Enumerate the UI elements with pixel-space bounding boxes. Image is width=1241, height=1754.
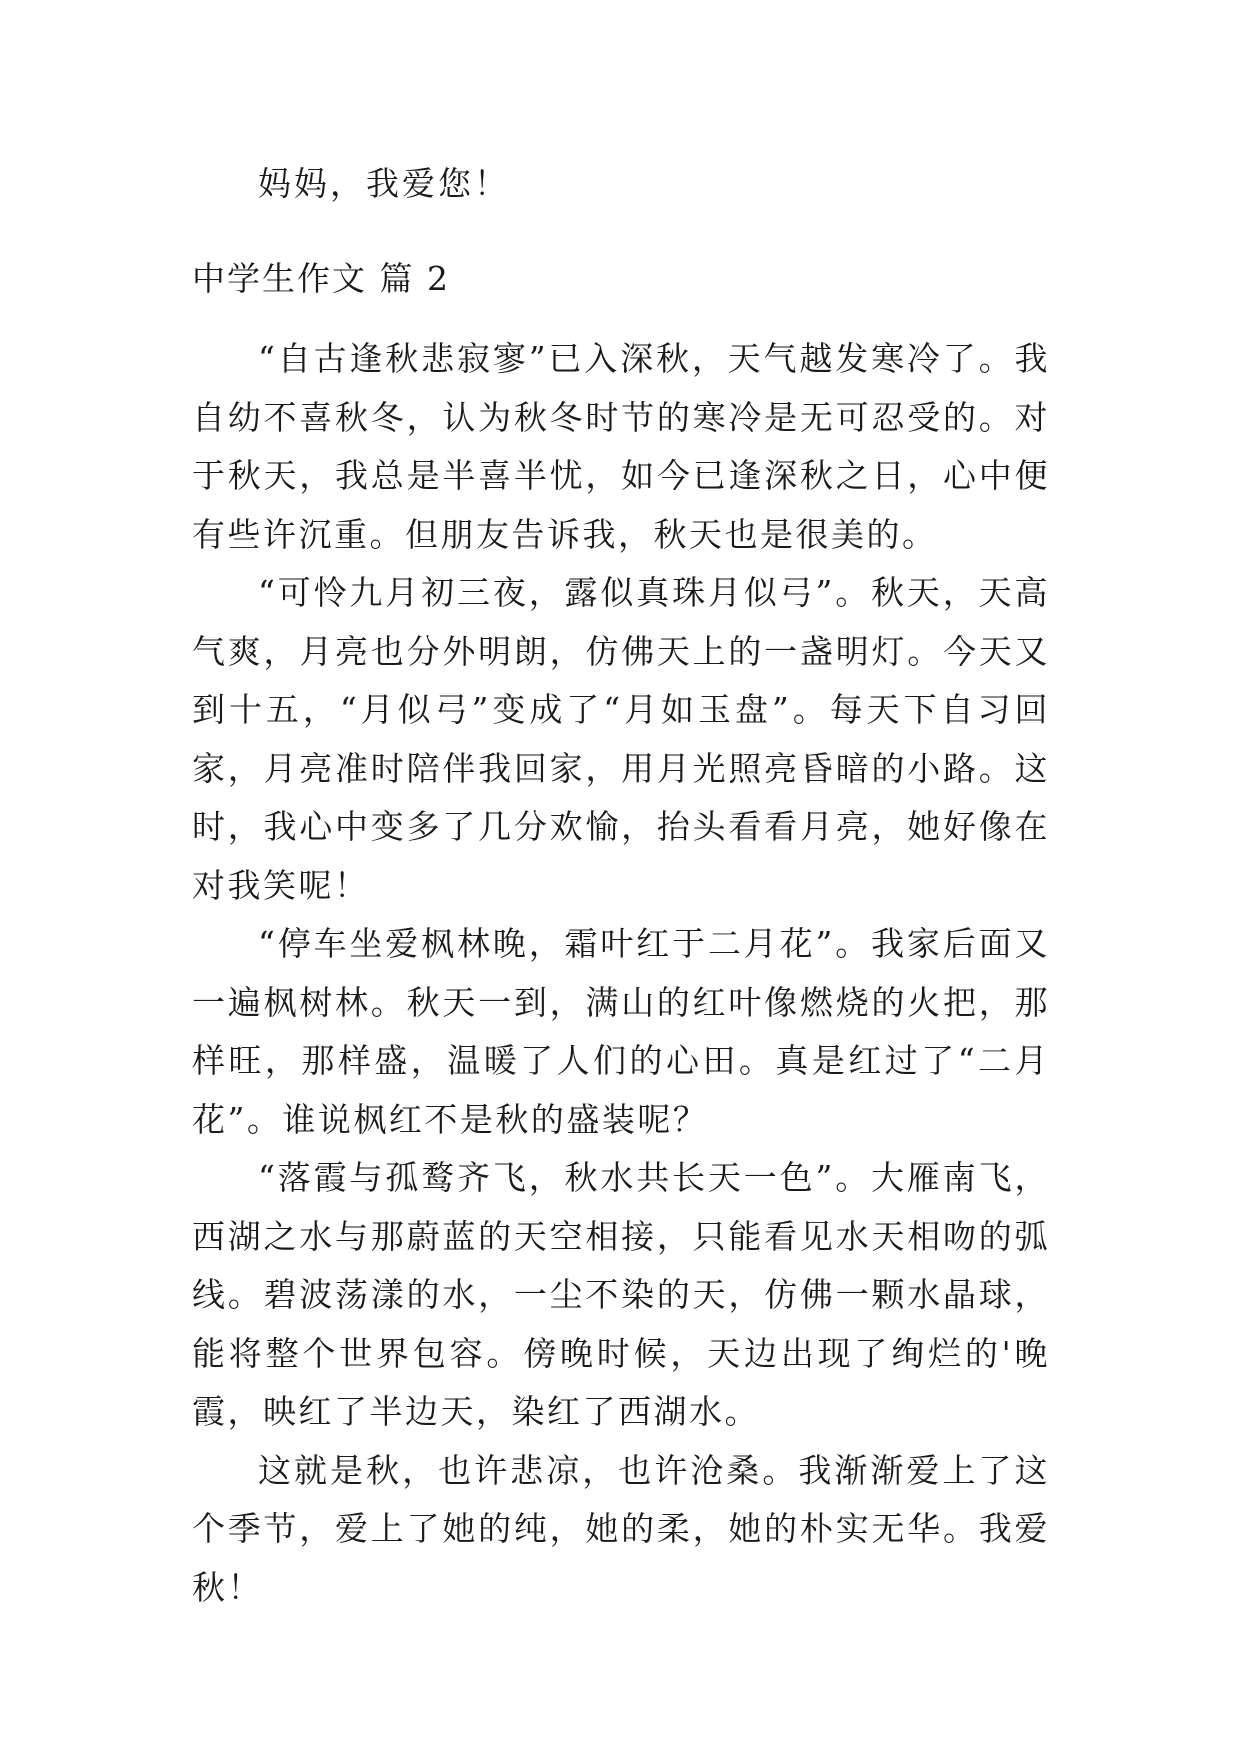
paragraph-3: “停车坐爱枫林晚，霜叶红于二月花”。我家后面又一遍枫树林。秋天一到，满山的红叶像燃烧的火把，那样旺，那样盛，温暖了人们的心田。真是红过了“二月花”。谁说枫红不是秋的盛装呢？ — [192, 924, 1050, 1139]
section-heading: 中学生作文 篇 2 — [192, 259, 450, 298]
essay-body — [192, 330, 1050, 1617]
paragraph-2: “可怜九月初三夜，露似真珠月似弓”。秋天，天高气爽，月亮也分外明朗，仿佛天上的一盏明灯。今天又到十五，“月似弓”变成了“月如玉盘”。每天下自习回家，月亮准时陪伴我回家，用月光照亮昏暗的小路。这时，我心中变多了几分欢愉，抬头看看月亮，她好像在对我笑呢！ — [192, 573, 1050, 905]
paragraph-5: 这就是秋，也许悲凉，也许沧桑。我渐渐爱上了这个季节，爱上了她的纯，她的柔，她的朴实无华。我爱秋！ — [192, 1450, 1050, 1607]
closing-line: 妈妈，我爱您！ — [258, 164, 510, 203]
paragraph-4: “落霞与孤鹜齐飞，秋水共长天一色”。大雁南飞，西湖之水与那蔚蓝的天空相接，只能看见水天相吻的弧线。碧波荡漾的水，一尘不染的天，仿佛一颗水晶球，能将整个世界包容。傍晚时候，天边出现了绚烂的'晚霞，映红了半边天，染红了西湖水。 — [192, 1158, 1050, 1431]
paragraph-1: “自古逢秋悲寂寥”已入深秋，天气越发寒冷了。我自幼不喜秋冬，认为秋冬时节的寒冷是无可忍受的。对于秋天，我总是半喜半忧，如今已逢深秋之日，心中便有些许沉重。但朋友告诉我，秋天也是很美的。 — [192, 339, 1050, 554]
